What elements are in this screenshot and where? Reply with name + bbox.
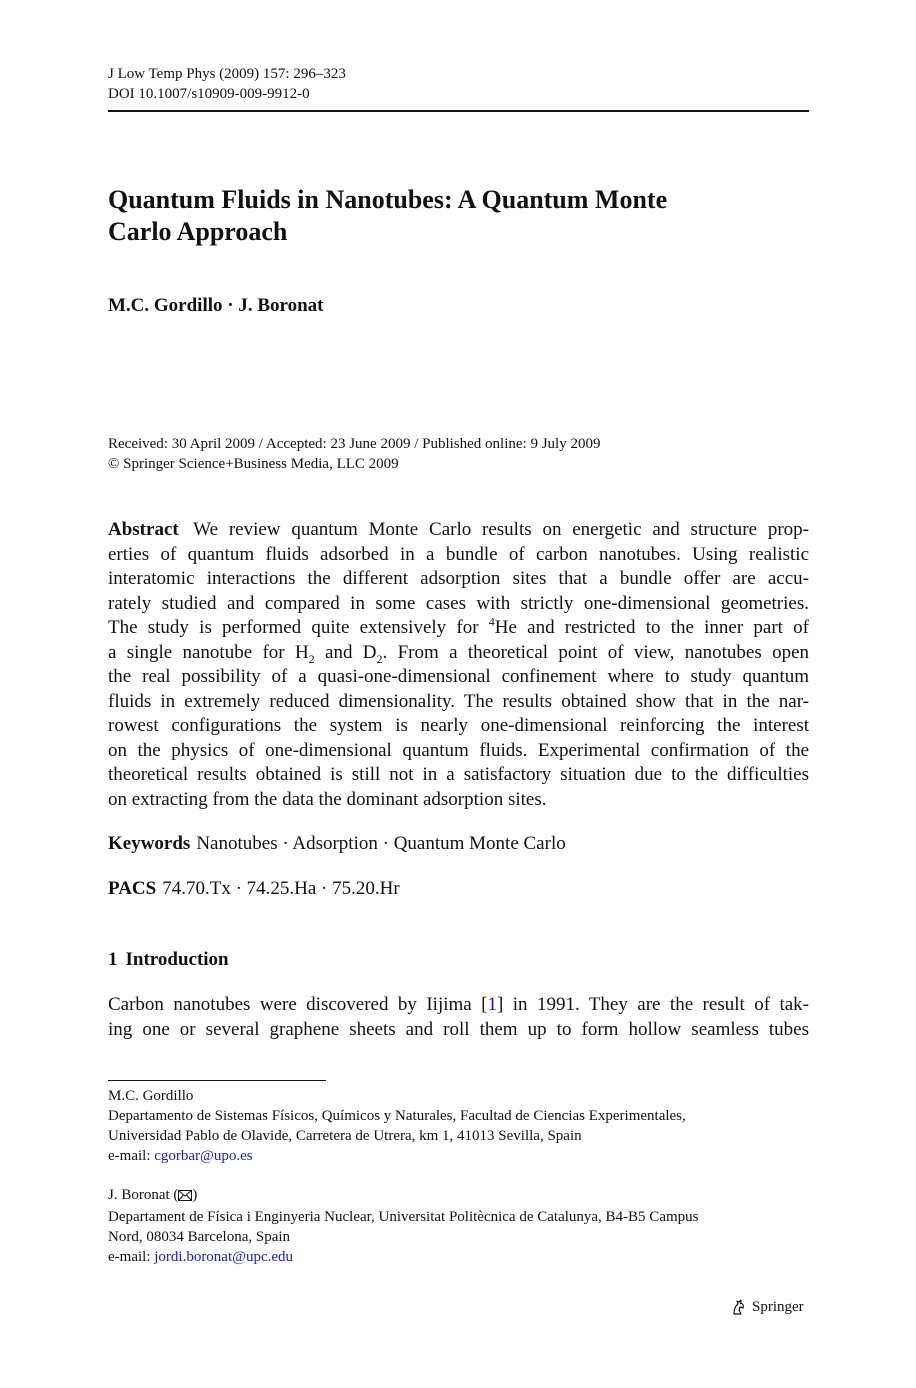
affiliation-gordillo: M.C. Gordillo Departamento de Sistemas Físicos, Químicos y Naturales, Facultad de Ciencias Experimentales, Universidad Pablo de Olavide, Carretera de Utrera, km 1, 41013 Sevilla, Spain e-mail: cgorbar@upo.es	[108, 1086, 809, 1166]
section-heading	[108, 948, 809, 972]
section-number: 1	[108, 949, 118, 970]
keywords	[108, 832, 809, 856]
introduction-text: Carbon nanotubes were discovered by Iijima [1] in 1991. They are the result of tak- ing one or several graphene sheets and roll them up to form hollow seamless tubes	[108, 994, 809, 1040]
footnote-rule	[108, 1080, 326, 1081]
pacs-codes	[108, 877, 809, 901]
publisher-logo	[730, 1297, 804, 1317]
pacs-text: 74.70.Tx · 74.25.Ha · 75.20.Hr	[162, 878, 400, 899]
publisher-name: Springer	[752, 1299, 804, 1315]
doi: DOI 10.1007/s10909-009-9912-0	[108, 86, 310, 102]
email-link[interactable]: jordi.boronat@upc.edu	[154, 1249, 294, 1265]
header-rule	[108, 110, 809, 112]
springer-horse-icon	[730, 1298, 748, 1316]
article-title: Quantum Fluids in Nanotubes: A Quantum Monte Carlo Approach	[108, 185, 668, 246]
journal-citation: J Low Temp Phys (2009) 157: 296–323	[108, 66, 346, 82]
section-title: Introduction	[125, 949, 229, 970]
keywords-label: Keywords	[108, 833, 191, 854]
pacs-label: PACS	[108, 878, 157, 899]
journal-header	[108, 64, 809, 104]
affiliation-boronat: J. Boronat ( ) Departament de Física i Enginyeria Nuclear, Universitat Politècnica de Catalunya, B4-B5 Campus Nord, 08034 Barcelona, Spain e-mail: jordi.boronat@upc.edu	[108, 1187, 699, 1265]
affiliation-name: M.C. Gordillo	[108, 1088, 194, 1104]
email-link[interactable]: cgorbar@upo.es	[154, 1148, 253, 1164]
reference-link[interactable]: 1	[487, 994, 497, 1015]
affiliation-name: J. Boronat (	[108, 1187, 179, 1203]
envelope-icon	[178, 1187, 192, 1207]
abstract: Abstract We review quantum Monte Carlo results on energetic and structure prop- erties of quantum fluids adsorbed in a bundle of carbon nanotubes. Using realistic interatomic interactions the different adsorption sites that a bundle offer are accu- rately studied and compared in some cases with strictly one-dimensional geometries. The study is performed quite extensively for $^4$He and restricted to the inner part of a single nanotube for $H_2$ and $D_2$. From a theoretical point of view, nanotubes open the real possibility of a quasi-one-dimensional confinement where to study quantum fluids in extremely reduced dimensionality. The results obtained show that in the nar- rowest configurations the system is nearly one-dimensional reinforcing the interest on the physics of one-dimensional quantum fluids. Experimental confirmation of the theoretical results obtained is still not in a satisfactory situation due to the difficulties on extracting from the data the dominant adsorption sites.	[108, 519, 810, 810]
copyright-line: © Springer Science+Business Media, LLC 2009	[108, 456, 399, 472]
abstract-label: Abstract	[108, 519, 179, 540]
keywords-text: Nanotubes · Adsorption · Quantum Monte Carlo	[196, 833, 566, 854]
dates-line: Received: 30 April 2009 / Accepted: 23 June 2009 / Published online: 9 July 2009	[108, 436, 601, 452]
publication-history	[108, 434, 809, 474]
author-list: M.C. Gordillo · J. Boronat	[108, 295, 324, 316]
